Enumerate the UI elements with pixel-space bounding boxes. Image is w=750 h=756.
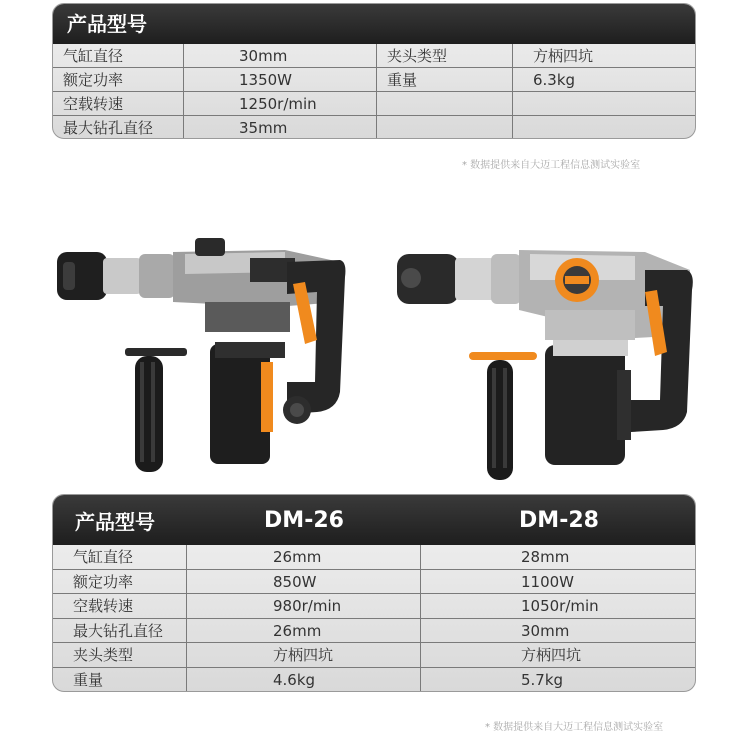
comparison-grid — [53, 545, 695, 692]
spec-label: 重量 — [53, 668, 187, 693]
spec-value: 1250r/min — [184, 92, 377, 116]
top-table-grid — [53, 44, 695, 139]
spec-label: 空载转速 — [53, 594, 187, 619]
spec-value-dm28: 30mm — [421, 619, 696, 644]
spec-label: 额定功率 — [53, 570, 187, 595]
spec-label — [377, 92, 513, 116]
comparison-table-header — [53, 495, 695, 545]
spec-value-dm26: 方柄四坑 — [187, 643, 421, 668]
spec-value-dm28: 5.7kg — [521, 670, 564, 689]
product-image-dm26 — [55, 232, 350, 482]
spec-label: 夹头类型 — [53, 643, 187, 668]
spec-label: 额定功率 — [53, 68, 184, 92]
spec-value-dm26: 26mm — [187, 545, 421, 570]
spec-value-dm28: 1050r/min — [421, 594, 696, 619]
spec-value-dm26: 980r/min — [187, 594, 421, 619]
spec-label — [377, 116, 513, 139]
spec-value: 6.3kg — [513, 68, 696, 92]
top-table-header: 产品型号 — [53, 4, 695, 44]
source-note-top: * 数据提供来自大迈工程信息测试实验室 — [462, 160, 641, 171]
comparison-header-title: 产品型号 — [75, 509, 155, 534]
top-spec-table — [52, 3, 696, 139]
spec-value-dm26: 4.6kg — [187, 668, 421, 693]
spec-label: 气缸直径 — [53, 44, 184, 68]
spec-value-dm28: 1100W — [421, 570, 696, 595]
product-image-dm28 — [395, 240, 695, 485]
spec-value — [513, 92, 696, 116]
spec-label: 夹头类型 — [377, 44, 513, 68]
spec-value — [513, 116, 696, 139]
spec-value-dm28: 方柄四坑 — [421, 643, 696, 668]
spec-label: 最大钻孔直径 — [53, 116, 184, 139]
spec-value: 30mm — [184, 44, 377, 68]
comparison-table — [52, 494, 696, 692]
spec-value: 方柄四坑 — [513, 44, 696, 68]
spec-label: 最大钻孔直径 — [53, 619, 187, 644]
spec-value-dm28: 28mm — [421, 545, 696, 570]
model-name-dm26: DM-26 — [264, 507, 344, 533]
spec-label: 重量 — [377, 68, 513, 92]
spec-value-dm26: 26mm — [187, 619, 421, 644]
spec-label: 气缸直径 — [53, 545, 187, 570]
spec-value: 1350W — [184, 68, 377, 92]
spec-label: 空载转速 — [53, 92, 184, 116]
spec-value-dm26: 850W — [187, 570, 421, 595]
spec-value: 35mm — [184, 116, 377, 139]
source-note-bottom: * 数据提供来自大迈工程信息测试实验室 — [485, 722, 664, 733]
model-name-dm28: DM-28 — [519, 507, 599, 533]
